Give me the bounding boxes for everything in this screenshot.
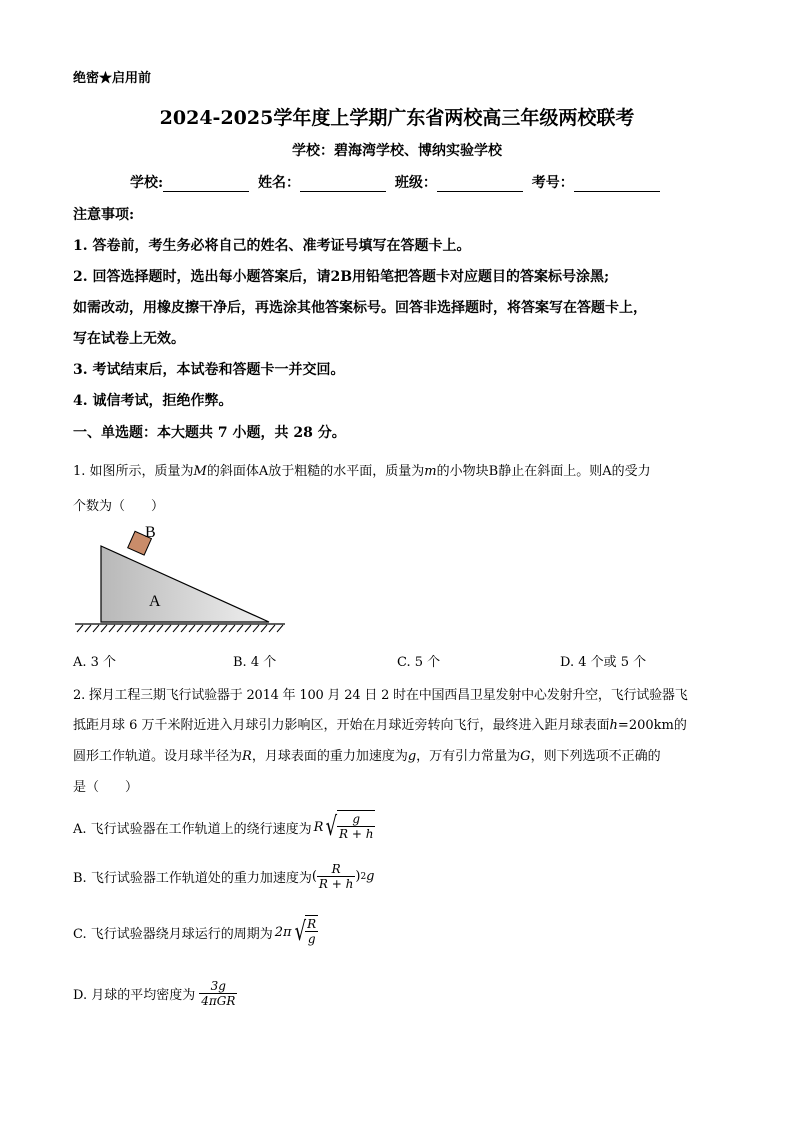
ground-hatching [77, 625, 283, 632]
field-school-blank[interactable] [163, 177, 249, 192]
sqrt-symbol: √ $\frac{g}{R + h}$ [325, 812, 374, 842]
q2-option-b[interactable]: B. 飞行试验器工作轨道处的重力加速度为 ( $\frac{R}{R + h}$ ) 2 g [73, 862, 375, 891]
q2-option-c[interactable]: C. 飞行试验器绕月球运行的周期为 2π √ $\frac{R}{g}$ [73, 917, 317, 947]
exam-title: 2024-2025学年度上学期广东省两校高三年级两校联考 [159, 107, 635, 129]
field-class-label: 班级： [394, 175, 437, 191]
note-item-4: 4. 诚信考试，拒绝作弊。 [73, 393, 233, 409]
note-item-2: 2. 回答选择题时，选出每小题答案后，请2B用铅笔把答题卡对应题目的答案标号涂黑; [73, 269, 610, 285]
q1-option-c[interactable]: C. 5 个 [397, 655, 441, 670]
label-b: B [145, 524, 156, 541]
sqrt-symbol: √ $\frac{R}{g}$ [294, 917, 317, 947]
field-name-label: 姓名： [258, 175, 301, 191]
q2-stem-line2: 抵距月球 6 万千米附近进入月球引力影响区，开始在月球近旁转向飞行，最终进入距月球表面h=200km的 [73, 718, 687, 733]
note-item-2-end: 写在试卷上无效。 [73, 331, 185, 347]
q1-stem-line1: 1. 如图所示，质量为M的斜面体A放于粗糙的水平面，质量为m的小物块B静止在斜面上。则A的受力 [73, 464, 651, 479]
q2-option-d[interactable]: D. 月球的平均密度为 $\frac{3g}{\text{4πGR}}$ [73, 979, 236, 1008]
section-heading: 一、单选题：本大题共 7 小题，共 28 分。 [73, 425, 346, 441]
note-item-2-cont: 如需改动，用橡皮擦干净后，再选涂其他答案标号。回答非选择题时，将答案写在答题卡上， [73, 300, 647, 316]
notes-heading: 注意事项: [73, 207, 135, 223]
field-school-label: 学校: [130, 175, 164, 191]
q1-option-b[interactable]: B. 4 个 [233, 655, 277, 670]
schools-line: 学校：碧海湾学校、博纳实验学校 [292, 143, 502, 159]
q2-stem-line4: 是（ ） [73, 780, 139, 795]
q1-option-d[interactable]: D. 4 个或 5 个 [560, 655, 647, 670]
q1-figure [73, 518, 288, 636]
q2-stem-line1: 2. 探月工程三期飞行试验器于 2014 年 100 月 24 日 2 时在中国西昌卫星发射中心发射升空，飞行试验器飞 [73, 688, 688, 703]
student-info-fields [130, 172, 664, 192]
note-item-3: 3. 考试结束后，本试卷和答题卡一并交回。 [73, 362, 345, 378]
q1-stem-line2: 个数为（ ） [73, 499, 165, 514]
note-item-1: 1. 答卷前，考生务必将自己的姓名、准考证号填写在答题卡上。 [73, 238, 471, 254]
confidential-label: 绝密★启用前 [73, 71, 152, 86]
q2-option-a[interactable]: A. 飞行试验器在工作轨道上的绕行速度为 R √ $\frac{g}{R + h}$ [73, 812, 374, 842]
q2-stem-line3: 圆形工作轨道。设月球半径为R，月球表面的重力加速度为g，万有引力常量为G，则下列选项不正确的 [73, 749, 661, 764]
field-class-blank[interactable] [437, 177, 523, 192]
label-a: A [149, 593, 161, 610]
field-id-label: 考号： [531, 175, 574, 191]
q1-option-a[interactable]: A. 3 个 [73, 655, 117, 670]
field-id-blank[interactable] [574, 177, 660, 192]
field-name-blank[interactable] [300, 177, 386, 192]
incline-wedge-a [101, 546, 269, 622]
